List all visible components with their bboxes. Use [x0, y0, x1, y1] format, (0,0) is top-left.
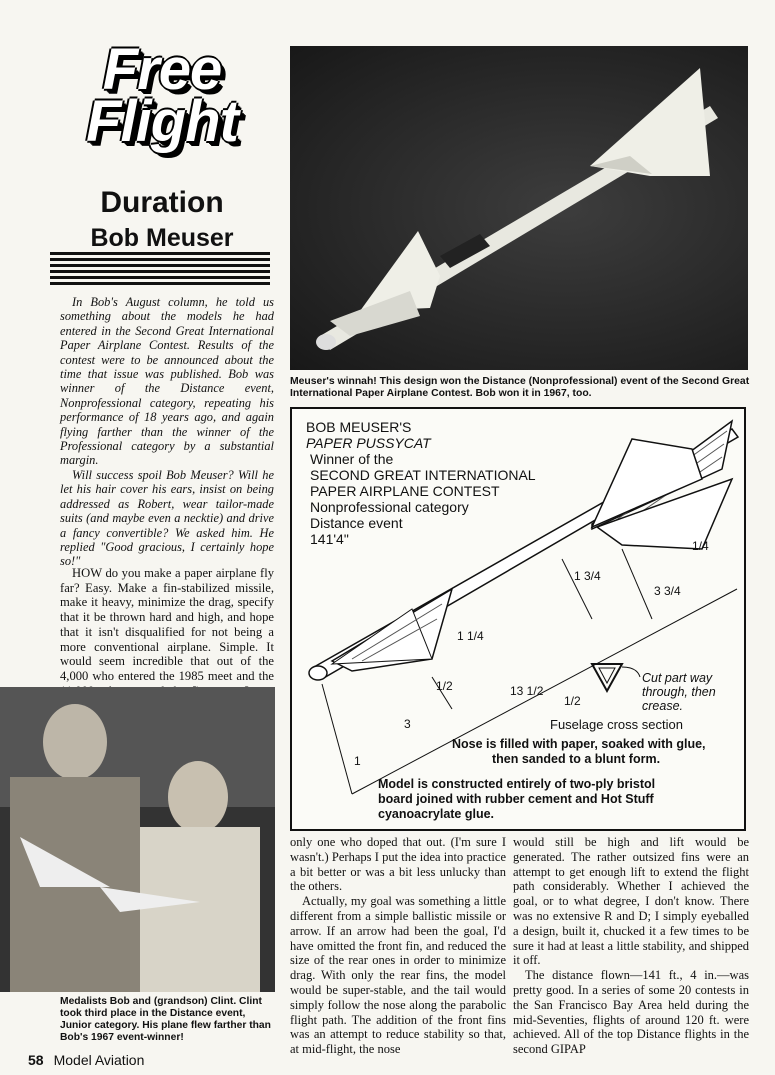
- diagram-contest-1: SECOND GREAT INTERNATIONAL: [310, 467, 536, 483]
- body-paragraph: HOW do you make a paper airplane fly far? Easy. Make a fin-stabilized missile, make it heavy, minimize the drag, specify that it be thrown hard and high, and hope that it isn't disqualified for not being a more conventional airplane. Simple. It would seem incredible that out of the 4,000 who entered the 1985 meet and the: [60, 566, 274, 683]
- masthead-logo: [48, 37, 276, 154]
- decorative-stripes: [50, 252, 270, 286]
- nose-note-2: then sanded to a blunt form.: [492, 752, 661, 766]
- page-number: 58: [28, 1052, 44, 1068]
- diagram-category: Nonprofessional category: [310, 499, 469, 515]
- diagram-title-2: PAPER PUSSYCAT: [306, 435, 431, 451]
- cut-note-3: crease.: [642, 699, 683, 713]
- model-note-3: cyanoacrylate glue.: [378, 807, 495, 821]
- body-column-2: [290, 835, 506, 1057]
- cut-note: [642, 671, 716, 713]
- airplane-photo: [290, 46, 748, 370]
- plans-diagram: [290, 407, 746, 831]
- intro-paragraph: In Bob's August column, he told us something about the models he had entered in the Second Great International Paper Airplane Contest. Results of the contest were to be announced about the time that issue was published. Bob was winner of the Distance event, Nonprofessional category, repeating his performance of 18 years ago, and again flying farther than the winner of the Professional category by a substantial margin.: [60, 295, 274, 468]
- dim-1: 1: [354, 754, 361, 768]
- model-note: [378, 777, 655, 822]
- author-name: Bob Meuser: [90, 224, 234, 252]
- medalists-photo-image: [0, 687, 275, 992]
- nose-note-1: Nose is filled with paper, soaked with glue,: [452, 737, 706, 751]
- diagram-event: Distance event: [310, 515, 403, 531]
- masthead-free: Free: [102, 37, 222, 102]
- medalists-caption: Medalists Bob and (grandson) Clint. Clint took third place in the Distance event, Junior category. His plane flew farther than Bob's 1967 event-winner!: [60, 996, 271, 1043]
- diagram-distance: 141'4": [310, 531, 349, 547]
- body-paragraph: only one who doped that out. (I'm sure I wasn't.) Perhaps I put the idea into practice a bit better or was a bit less unlucky than the others.: [290, 835, 506, 894]
- fuselage-label: Fuselage cross section: [550, 717, 683, 732]
- dim-3: 3: [404, 717, 411, 731]
- magazine-name: Model Aviation: [53, 1052, 145, 1068]
- model-note-1: Model is constructed entirely of two-ply bristol: [378, 777, 656, 791]
- body-paragraph: The distance flown—141 ft., 4 in.—was pretty good. In a series of some 20 contests in the San Francisco Bay Area held during the mid-Seventies, flights of around 120 ft. were achieved. All of the top Distance flights in the second GIPAP: [513, 968, 749, 1057]
- body-paragraph: Actually, my goal was something a little different from a simple ballistic missile or arrow. If an arrow had been the goal, I'd have omitted the front fin, and reduced the size of the rear ones in order to minimize drag. With only the rear fins, the model would be super-stable, and the tail would simply follow the nose along the parabolic flight path. The addition of the front fins was an attempt to reduce stability so that, at mid-flight, the nose: [290, 894, 506, 1057]
- diagram-title-1: BOB MEUSER'S: [306, 419, 412, 435]
- cut-note-1: Cut part way: [642, 671, 713, 685]
- airplane-photo-image: [290, 46, 748, 370]
- diagram-contest-2: PAPER AIRPLANE CONTEST: [310, 483, 500, 499]
- department-title: Duration: [100, 186, 224, 219]
- intro-paragraph: Will success spoil Bob Meuser? Will he let his hair cover his ears, insist on being addressed as Robert, wear tailor-made suits (and maybe even a necktie) and drive a fancy convertible? We asked him. He replied "Good gracious, I certainly hope so!": [60, 467, 274, 569]
- body-column-3: [513, 835, 749, 1057]
- diagram-title-block: [306, 419, 536, 547]
- dim-half-b: 1/2: [564, 694, 581, 708]
- nose-note: [452, 737, 706, 767]
- body-paragraph: would still be high and lift would be generated. The rather outsized fins were an attempt to get enough lift to extend the flight path considerably. Whether I achieved the goal, or to what degree, I don't know. There was no extensive R and D; I simply eyeballed a design, built it, chucked it a few times to be sure it had at least a little stability, and shipped it off.: [513, 835, 749, 968]
- medalists-photo: [0, 687, 275, 992]
- masthead-flight: Flight: [86, 89, 238, 154]
- dim-half-a: 1/2: [436, 679, 453, 693]
- dim-1-1-4: 1 1/4: [457, 629, 484, 643]
- dim-3-3-4: 3 3/4: [654, 584, 681, 598]
- dim-13-half: 13 1/2: [510, 684, 544, 698]
- cut-note-2: through, then: [642, 685, 716, 699]
- dim-quarter: 1/4: [692, 539, 709, 553]
- page-folio: [28, 1052, 144, 1068]
- diagram-winner: Winner of the: [310, 451, 394, 467]
- model-note-2: board joined with rubber cement and Hot Stuff: [378, 792, 654, 806]
- intro-text: [60, 295, 274, 569]
- airplane-photo-caption: Meuser's winnah! This design won the Distance (Nonprofessional) event of the Second Great International Paper Airplane Contest. Bob won it in 1967, too.: [290, 376, 750, 399]
- dim-1-3-4: 1 3/4: [574, 569, 601, 583]
